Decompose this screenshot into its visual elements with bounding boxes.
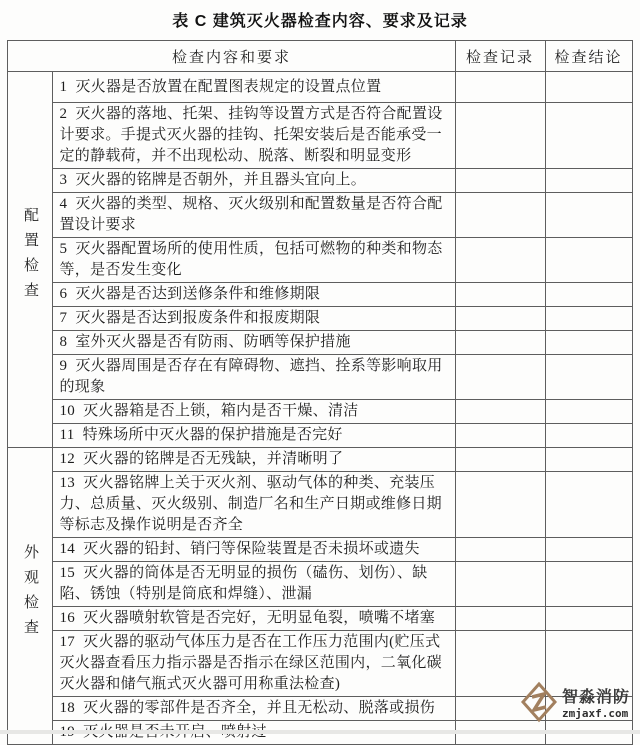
table-row	[8, 355, 632, 400]
table-row	[8, 283, 632, 307]
record-cell	[455, 103, 545, 169]
table-row	[8, 448, 632, 472]
watermark-brand-name: 智淼消防	[561, 689, 630, 706]
inspection-item-3: 3 灭火器的铭牌是否朝外，并且器头宜向上。	[53, 169, 455, 193]
record-cell	[455, 424, 545, 448]
inspection-item-5: 5 灭火器配置场所的使用性质，包括可燃物的种类和物态等，是否发生变化	[53, 238, 455, 283]
header-content-requirements: 检查内容和要求	[8, 41, 455, 72]
inspection-item-16: 16 灭火器喷射软管是否完好，无明显龟裂，喷嘴不堵塞	[53, 607, 455, 631]
record-cell	[455, 307, 545, 331]
conclusion-cell	[545, 472, 632, 538]
record-cell	[455, 607, 545, 631]
inspection-item-9: 9 灭火器周围是否存在有障碍物、遮挡、拴系等影响取用的现象	[53, 355, 455, 400]
header-row	[8, 41, 632, 72]
header-inspection-conclusion: 检查结论	[545, 41, 632, 72]
table-row	[8, 607, 632, 631]
inspection-item-4: 4 灭火器的类型、规格、灭火级别和配置数量是否符合配置设计要求	[53, 193, 455, 238]
conclusion-cell	[545, 697, 632, 721]
conclusion-cell	[545, 169, 632, 193]
record-cell	[455, 631, 545, 697]
conclusion-cell	[545, 607, 632, 631]
conclusion-cell	[545, 400, 632, 424]
conclusion-cell	[545, 331, 632, 355]
inspection-table	[7, 40, 632, 745]
inspection-item-13: 13 灭火器铭牌上关于灭火剂、驱动气体的种类、充装压力、总质量、灭火级别、制造厂名和生产日期或维修日期等标志及操作说明是否齐全	[53, 472, 455, 538]
conclusion-cell	[545, 424, 632, 448]
inspection-item-14: 14 灭火器的铅封、销闩等保险装置是否未损坏或遗失	[53, 538, 455, 562]
record-cell	[455, 169, 545, 193]
inspection-item-1: 1 灭火器是否放置在配置图表规定的设置点位置	[53, 72, 455, 103]
table-row	[8, 331, 632, 355]
record-cell	[455, 283, 545, 307]
table-row	[8, 697, 632, 721]
record-cell	[455, 331, 545, 355]
record-cell	[455, 538, 545, 562]
inspection-item-2: 2 灭火器的落地、托架、挂钩等设置方式是否符合配置设计要求。手提式灭火器的挂钩、托架安装后是否能承受一定的静载荷，并不出现松动、脱落、断裂和明显变形	[53, 103, 455, 169]
table-row	[8, 238, 632, 283]
group-label-appearance-inspection: 外观检查	[21, 543, 38, 644]
record-cell	[455, 562, 545, 607]
group-cell-appearance	[8, 448, 53, 745]
conclusion-cell	[545, 538, 632, 562]
conclusion-cell	[545, 355, 632, 400]
record-cell	[455, 448, 545, 472]
header-inspection-record: 检查记录	[455, 41, 545, 72]
record-cell	[455, 238, 545, 283]
record-cell	[455, 193, 545, 238]
inspection-item-6: 6 灭火器是否达到送修条件和维修期限	[53, 283, 455, 307]
inspection-item-10: 10 灭火器箱是否上锁，箱内是否干燥、清洁	[53, 400, 455, 424]
conclusion-cell	[545, 103, 632, 169]
group-cell-configuration	[8, 72, 53, 448]
record-cell	[455, 400, 545, 424]
conclusion-cell	[545, 238, 632, 283]
conclusion-cell	[545, 562, 632, 607]
table-row	[8, 169, 632, 193]
conclusion-cell	[545, 193, 632, 238]
inspection-item-7: 7 灭火器是否达到报废条件和报废期限	[53, 307, 455, 331]
scan-edge-shadow	[0, 730, 640, 734]
table-row	[8, 424, 632, 448]
record-cell	[455, 355, 545, 400]
page-title: 表 C 建筑灭火器检查内容、要求及记录	[172, 13, 468, 30]
table-row	[8, 631, 632, 697]
conclusion-cell	[545, 448, 632, 472]
conclusion-cell	[545, 631, 632, 697]
table-row	[8, 103, 632, 169]
inspection-item-18: 18 灭火器的零部件是否齐全，并且无松动、脱落或损伤	[53, 697, 455, 721]
table-row	[8, 538, 632, 562]
table-row	[8, 72, 632, 103]
inspection-item-11: 11 特殊场所中灭火器的保护措施是否完好	[53, 424, 455, 448]
record-cell	[455, 697, 545, 721]
conclusion-cell	[545, 283, 632, 307]
watermark-site-url: zmjaxf.com	[561, 707, 629, 720]
table-row	[8, 562, 632, 607]
conclusion-cell	[545, 72, 632, 103]
record-cell	[455, 72, 545, 103]
table-row	[8, 472, 632, 538]
inspection-item-12: 12 灭火器的铭牌是否无残缺，并清晰明了	[53, 448, 455, 472]
record-cell	[455, 472, 545, 538]
inspection-item-17: 17 灭火器的驱动气体压力是否在工作压力范围内(贮压式灭火器查看压力指示器是否指示在绿区范围内，二氧化碳灭火器和储气瓶式灭火器可用称重法检查)	[53, 631, 455, 697]
table-row	[8, 193, 632, 238]
table-row	[8, 307, 632, 331]
inspection-item-8: 8 室外灭火器是否有防雨、防晒等保护措施	[53, 331, 455, 355]
table-row	[8, 400, 632, 424]
inspection-item-15: 15 灭火器的筒体是否无明显的损伤（磕伤、划伤）、缺陷、锈蚀（特别是筒底和焊缝）、泄漏	[53, 562, 455, 607]
conclusion-cell	[545, 307, 632, 331]
group-label-configuration-inspection: 配置检查	[21, 207, 38, 307]
